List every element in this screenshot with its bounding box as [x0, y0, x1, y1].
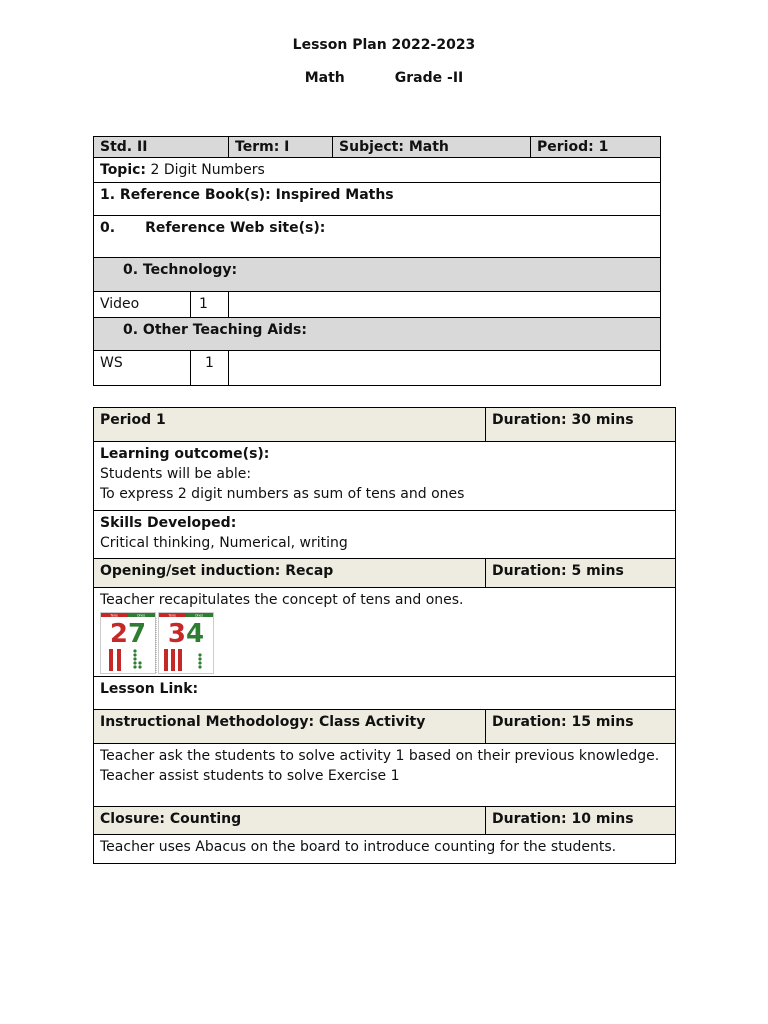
- reference-web-label: Reference Web site(s):: [145, 220, 326, 236]
- reference-web-number: 0.: [100, 220, 116, 236]
- tens-ones-illustration: [100, 612, 214, 674]
- methodology-content-cell: [94, 744, 676, 807]
- video-label-cell: Video: [94, 292, 191, 318]
- closure-cell: Closure: Counting: [94, 807, 486, 835]
- document-title: Lesson Plan 2022-2023: [292, 37, 476, 53]
- opening-text: Teacher recapitulates the concept of tens and ones.: [100, 592, 464, 608]
- tens-rods-34: [164, 649, 182, 671]
- topic-cell: [94, 158, 661, 183]
- std-cell: Std. II: [94, 137, 229, 158]
- skills-label: Skills Developed:: [100, 515, 237, 531]
- period-cell: Period: 1: [531, 137, 661, 158]
- subject-grade-line: [0, 70, 768, 86]
- lesson-link-cell: Lesson Link:: [94, 677, 676, 710]
- learning-outcome-label: Learning outcome(s):: [100, 446, 270, 462]
- ws-label-cell: WS: [94, 351, 191, 386]
- period-plan-table: [93, 407, 676, 864]
- closure-duration-cell: Duration: 10 mins: [486, 807, 676, 835]
- opening-duration-cell: Duration: 5 mins: [486, 559, 676, 588]
- reference-books-cell: 1. Reference Book(s): Inspired Maths: [94, 183, 661, 216]
- tens-header-2: Tens: [168, 613, 176, 618]
- period-duration-cell: Duration: 30 mins: [486, 408, 676, 442]
- skills-cell: [94, 511, 676, 559]
- methodology-text-2: Teacher assist students to solve Exercise 1: [100, 768, 400, 784]
- learning-outcome-cell: [94, 442, 676, 511]
- subject-name: Math: [304, 70, 345, 86]
- opening-content-cell: [94, 588, 676, 677]
- methodology-text-1: Teacher ask the students to solve activity 1 based on their previous knowledge.: [100, 748, 660, 764]
- ws-notes-cell: [229, 351, 661, 386]
- term-cell: Term: I: [229, 137, 333, 158]
- opening-cell: Opening/set induction: Recap: [94, 559, 486, 588]
- topic-value: 2 Digit Numbers: [146, 162, 265, 178]
- grade-name: Grade -II: [394, 70, 464, 86]
- ones-header-1: Ones: [136, 613, 146, 618]
- number-34: 34: [167, 619, 205, 649]
- video-count-cell: 1: [191, 292, 229, 318]
- skills-value: Critical thinking, Numerical, writing: [100, 535, 348, 551]
- learning-outcome-line-2: To express 2 digit numbers as sum of tens and ones: [100, 486, 465, 502]
- ws-count-cell: 1: [191, 351, 229, 386]
- methodology-cell: Instructional Methodology: Class Activity: [94, 710, 486, 744]
- learning-outcome-line-1: Students will be able:: [100, 466, 252, 482]
- topic-label: Topic:: [100, 162, 147, 178]
- subject-cell: Subject: Math: [333, 137, 531, 158]
- tens-header-1: Tens: [110, 613, 118, 618]
- closure-content-cell: Teacher uses Abacus on the board to introduce counting for the students.: [94, 835, 676, 864]
- number-27: 27: [109, 619, 147, 649]
- reference-web-cell: [94, 216, 661, 258]
- period-title-cell: Period 1: [94, 408, 486, 442]
- ones-header-2: Ones: [194, 613, 204, 618]
- lesson-info-table: [93, 136, 661, 386]
- technology-cell: 0. Technology:: [94, 258, 661, 292]
- video-notes-cell: [229, 292, 661, 318]
- other-aids-cell: 0. Other Teaching Aids:: [94, 318, 661, 351]
- methodology-duration-cell: Duration: 15 mins: [486, 710, 676, 744]
